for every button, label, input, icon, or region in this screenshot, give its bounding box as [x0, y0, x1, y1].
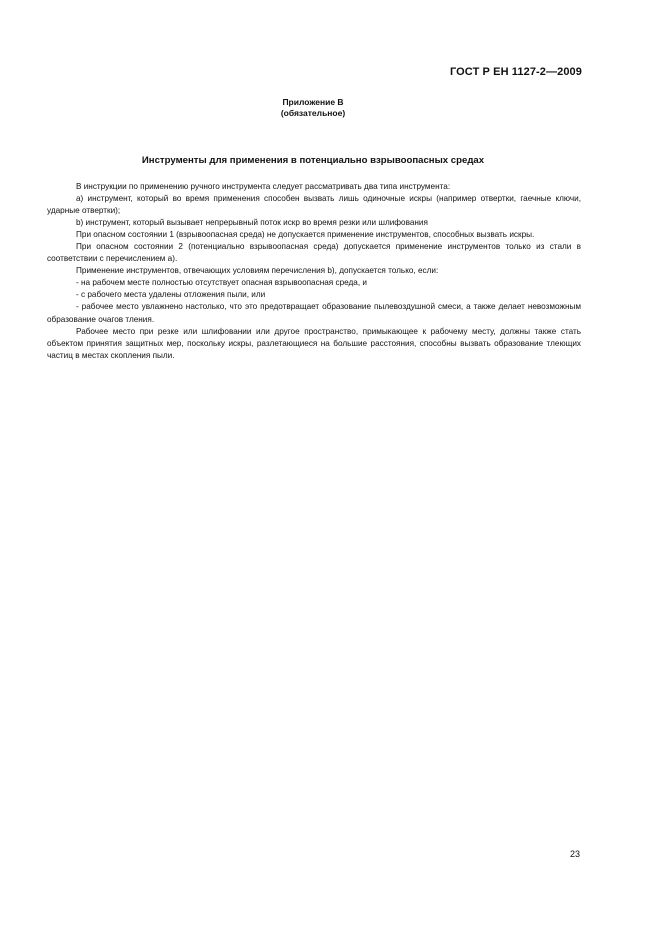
paragraph: В инструкции по применению ручного инструмента следует рассматривать два типа инструмента:	[76, 182, 451, 191]
list-item: - с рабочего места удалены отложения пыли, или	[76, 290, 266, 300]
list-item: - рабочее место увлажнено настолько, что это предотвращает образование пылевоздушной смеси, а также делает невозможным образование очагов тления.	[47, 302, 581, 324]
annex-title: Приложение В	[282, 97, 344, 107]
body-text	[47, 181, 581, 362]
paragraph: b) инструмент, который вызывает непрерывный поток искр во время резки или шлифования	[76, 218, 428, 228]
paragraph: Применение инструментов, отвечающих условиям перечисления b), допускается только, если:	[76, 266, 439, 276]
paragraph: Рабочее место при резке или шлифовании или другое пространство, примыкающее к рабочему месту, должны также стать объектом принятия защитных мер, поскольку искры, разлетающиеся на большие расстояния, способны вызвать образование тлеющих частиц в местах скопления пыли.	[47, 326, 581, 360]
section-title: Инструменты для применения в потенциально взрывоопасных средах	[141, 155, 485, 166]
document-code: ГОСТ Р ЕН 1127-2—2009	[449, 66, 582, 78]
annex-heading	[0, 97, 626, 119]
annex-status: (обязательное)	[280, 108, 346, 118]
paragraph: При опасном состоянии 1 (взрывоопасная среда) не допускается применение инструментов, способных вызвать искры.	[76, 230, 535, 240]
list-item: - на рабочем месте полностью отсутствует опасная взрывоопасная среда, и	[76, 278, 367, 288]
page-number: 23	[569, 849, 580, 859]
paragraph: a) инструмент, который во время применения способен вызвать лишь одиночные искры (например отвертки, гаечные ключи, ударные отвертки);	[47, 194, 581, 216]
paragraph: При опасном состоянии 2 (потенциально взрывоопасная среда) допускается применение инструментов только из стали в соответствии с перечислением а).	[47, 242, 581, 264]
